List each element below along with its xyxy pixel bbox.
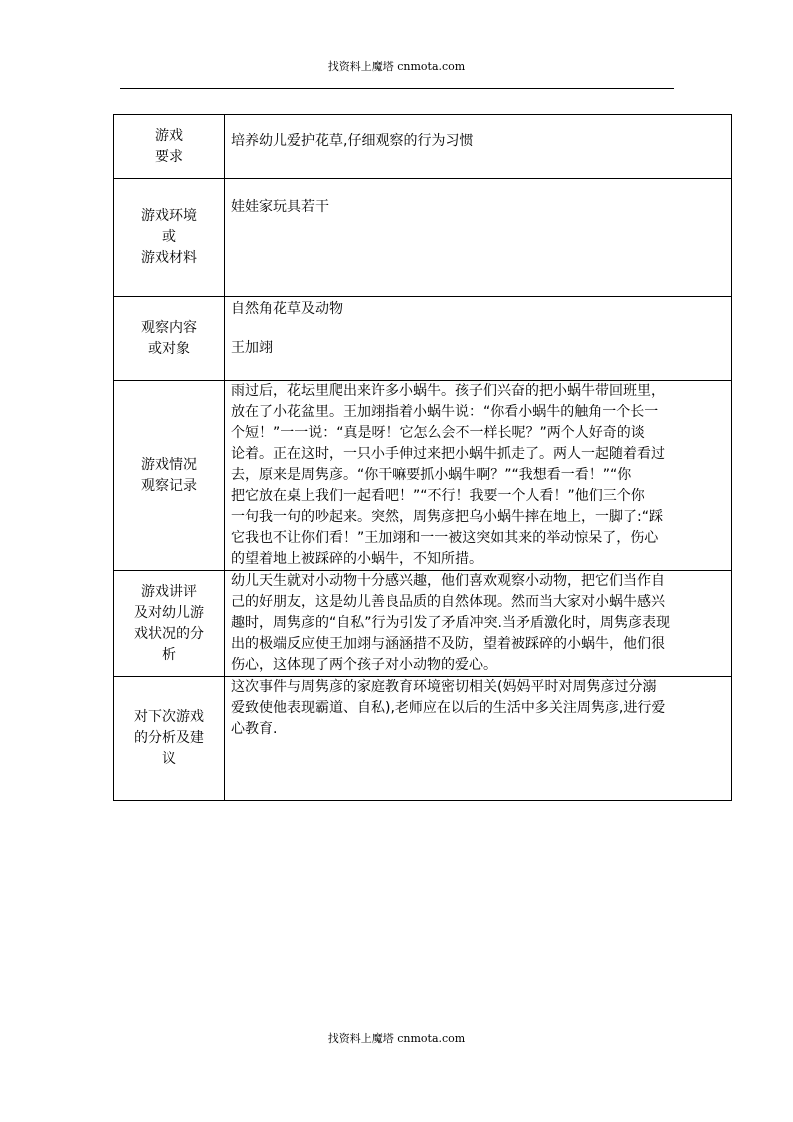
label-line: 游戏环境 xyxy=(141,208,197,224)
label-line: 或对象 xyxy=(148,340,190,357)
label-line: 游戏讲评 xyxy=(141,583,197,600)
content-line: 趣时，周隽彦的“自私”行为引发了矛盾冲突.当矛盾激化时，周隽彦表现 xyxy=(231,615,670,631)
content-line: 这次事件与周隽彦的家庭教育环境密切相关(妈妈平时对周隽彦过分溺 xyxy=(231,679,657,695)
content-line: 的望着地上被踩碎的小蜗牛，不知所措。 xyxy=(231,551,483,567)
table-row xyxy=(114,571,732,677)
label-line: 及对幼儿游 xyxy=(134,604,204,621)
content-line: 出的极端反应使王加翊与涵涵措不及防，望着被踩碎的小蜗牛，他们很 xyxy=(231,636,665,652)
content-line: 论着。正在这时，一只小手伸过来把小蜗牛抓走了。两人一起随着看过 xyxy=(231,446,665,462)
spacer xyxy=(231,320,725,338)
row-label xyxy=(114,677,225,801)
game-observation-table xyxy=(113,114,732,801)
row-label xyxy=(114,115,225,179)
content-line: 一句我一句的吵起来。突然，周隽彦把乌小蜗牛摔在地上，一脚了:“踩 xyxy=(231,509,663,525)
row-content xyxy=(225,297,732,381)
content-line: 自然角花草及动物 xyxy=(231,301,343,317)
row-label xyxy=(114,179,225,297)
label-line: 或 xyxy=(162,229,176,245)
table-row xyxy=(114,115,732,179)
row-label xyxy=(114,571,225,677)
content-line: 己的好朋友，这是幼儿善良品质的自然体现。然而当大家对小蜗牛感兴 xyxy=(231,594,665,610)
label-line: 议 xyxy=(162,751,176,767)
table-row xyxy=(114,677,732,801)
label-line: 游戏情况 xyxy=(141,456,197,473)
content-line: 把它放在桌上我们一起看吧！”“不行！我要一个人看！”他们三个你 xyxy=(231,488,645,504)
label-line: 戏状况的分 xyxy=(134,625,204,642)
label-line: 游戏材料 xyxy=(141,250,197,266)
table-row xyxy=(114,179,732,297)
label-line: 析 xyxy=(162,646,176,663)
content-line: 娃娃家玩具若干 xyxy=(231,199,329,215)
row-content xyxy=(225,381,732,571)
content-line: 心教育. xyxy=(231,721,278,737)
content-line: 它我也不让你们看！”王加翊和一一被这突如其来的举动惊呆了，伤心 xyxy=(231,530,659,546)
row-content xyxy=(225,115,732,179)
content-line: 放在了小花盆里。王加翊指着小蜗牛说：“你看小蜗牛的触角一个长一 xyxy=(231,404,659,420)
row-content xyxy=(225,677,732,801)
label-line: 要求 xyxy=(155,148,183,165)
content-line: 幼儿天生就对小动物十分感兴趣，他们喜欢观察小动物，把它们当作自 xyxy=(231,573,665,589)
row-label xyxy=(114,297,225,381)
label-line: 观察记录 xyxy=(141,477,197,494)
label-line: 游戏 xyxy=(155,127,183,144)
label-line: 观察内容 xyxy=(141,319,197,336)
page-header: 找资料上魔塔 cnmota.com xyxy=(327,60,466,73)
table-row xyxy=(114,297,732,381)
row-content xyxy=(225,179,732,297)
content-line: 去，原来是周隽彦。“你干嘛要抓小蜗牛啊？”“我想看一看！”“你 xyxy=(231,467,632,483)
content-line: 培养幼儿爱护花草,仔细观察的行为习惯 xyxy=(231,133,474,149)
table-row xyxy=(114,381,732,571)
content-line: 王加翊 xyxy=(231,340,273,356)
row-content xyxy=(225,571,732,677)
header-rule xyxy=(120,88,674,89)
content-line: 伤心，这体现了两个孩子对小动物的爱心。 xyxy=(231,657,497,673)
label-line: 的分析及建 xyxy=(134,730,204,746)
content-line: 个短！”一一说：“真是呀！它怎么会不一样长呢？”两个人好奇的谈 xyxy=(231,425,645,441)
page-footer: 找资料上魔塔 cnmota.com xyxy=(327,1032,466,1045)
row-label xyxy=(114,381,225,571)
content-line: 爱致使他表现霸道、自私),老师应在以后的生活中多关注周隽彦,进行爱 xyxy=(231,700,666,716)
label-line: 对下次游戏 xyxy=(134,709,204,725)
content-line: 雨过后，花坛里爬出来许多小蜗牛。孩子们兴奋的把小蜗牛带回班里， xyxy=(231,383,665,399)
